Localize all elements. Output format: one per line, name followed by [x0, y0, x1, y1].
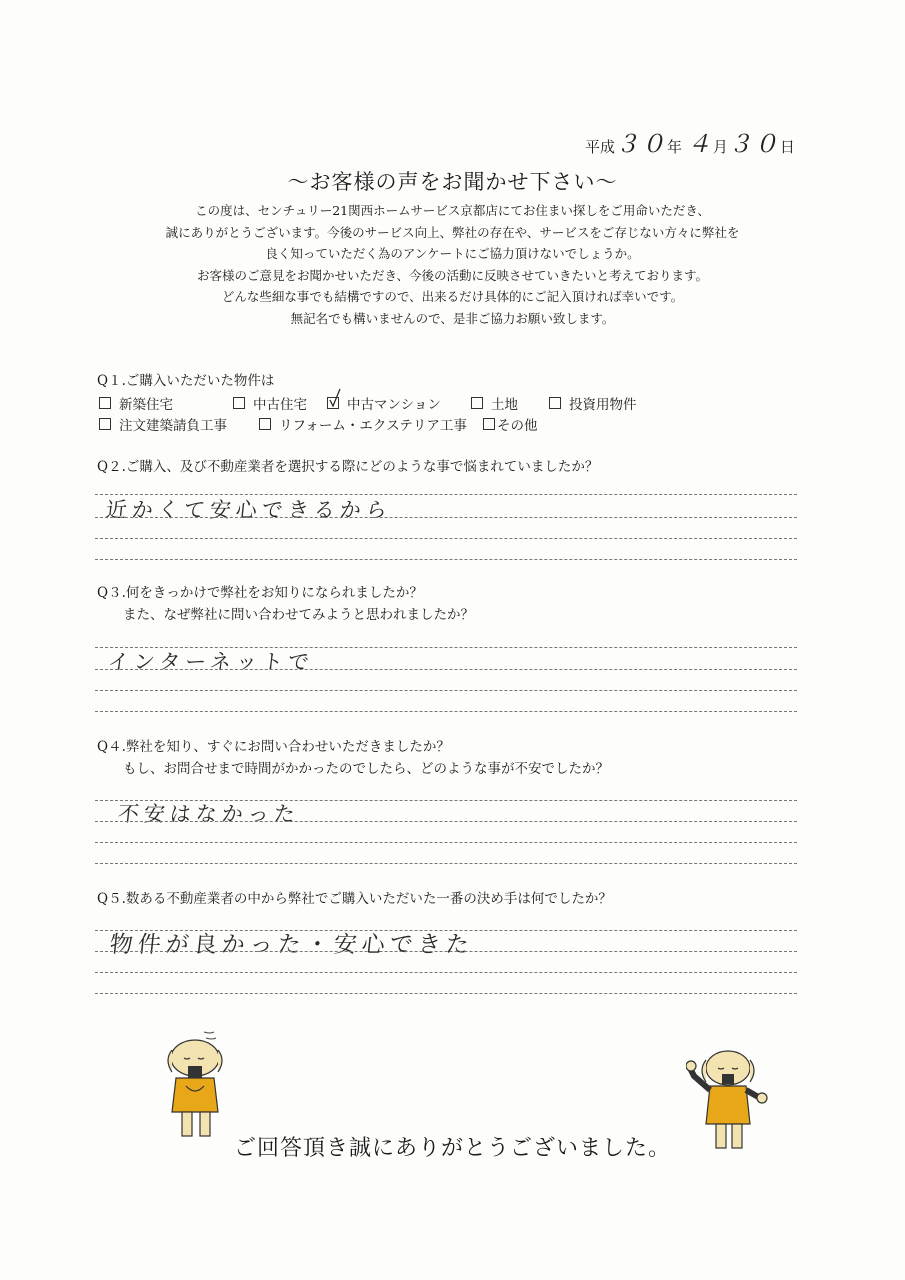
- q4-answer: 不安はなかった: [116, 802, 302, 826]
- intro-line: どんな些細な事でも結構ですので、出来るだけ具体的にご記入頂ければ幸いです。: [221, 289, 684, 304]
- q1-options: [97, 393, 797, 437]
- q4-question-line2: もし、お問合せまで時間がかかったのでしたら、どのような事が不安でしたか？: [123, 761, 609, 777]
- answer-line: [95, 517, 797, 518]
- q2-answer: 近かくて安心できるから: [104, 498, 394, 522]
- q3-question-line2: また、なぜ弊社に問い合わせてみようと思われましたか？: [123, 607, 474, 623]
- answer-line: [95, 538, 797, 539]
- checkbox[interactable]: [471, 397, 483, 409]
- page-title: ～お客様の声をお聞かせ下さい～: [287, 170, 618, 194]
- date-day-unit: 日: [779, 138, 795, 156]
- closing-message: ご回答頂き誠にありがとうございました。: [233, 1136, 671, 1161]
- option-used-house[interactable]: 中古住宅: [233, 393, 307, 413]
- date-month-unit: 月: [712, 138, 728, 156]
- checkbox[interactable]: [549, 397, 561, 409]
- intro-line: 良く知っていただく為のアンケートにご協力頂けないでしょうか。: [265, 246, 640, 261]
- date-month: ４: [686, 130, 713, 158]
- date-day: ３０: [727, 130, 780, 158]
- option-used-mansion[interactable]: 中古マンション: [327, 393, 441, 413]
- intro-line: この度は、センチュリー21関西ホームサービス京都店にてお住まい探しをご用命いただき、: [195, 203, 710, 218]
- answer-line: [95, 690, 797, 691]
- survey-date: [585, 124, 795, 159]
- answer-line: [95, 842, 797, 843]
- q1-question: Q１.ご購入いただいた物件は: [97, 373, 275, 389]
- checkbox[interactable]: [99, 397, 111, 409]
- q3-question-line1: Q３.何をきっかけで弊社をお知りになられましたか？: [97, 585, 423, 601]
- option-land[interactable]: 土地: [471, 393, 518, 413]
- checkbox[interactable]: [259, 418, 271, 430]
- option-other[interactable]: その他: [483, 414, 538, 434]
- intro-text: [0, 200, 905, 329]
- checkbox[interactable]: [483, 418, 495, 430]
- intro-line: 誠にありがとうございます。今後のサービス向上、弊社の存在や、サービスをご存じない方々に弊社を: [165, 224, 740, 240]
- answer-line: [95, 863, 797, 864]
- answer-line: [95, 972, 797, 973]
- answer-line: [95, 951, 797, 952]
- option-reform[interactable]: リフォーム・エクステリア工事: [259, 414, 467, 434]
- answer-line: [95, 993, 797, 994]
- q5-question: Q５.数ある不動産業者の中から弊社でご購入いただいた一番の決め手は何でしたか？: [97, 891, 612, 907]
- q3-answer: インターネットで: [106, 650, 316, 674]
- answer-line: [95, 669, 797, 670]
- option-custom-build[interactable]: 注文建築請負工事: [99, 414, 227, 434]
- option-investment[interactable]: 投資用物件: [549, 393, 637, 413]
- q3-question: [97, 582, 474, 626]
- answer-line: [95, 821, 797, 822]
- answer-line: [95, 711, 797, 712]
- mascot-bowing-icon: [160, 1030, 240, 1142]
- date-era: 平成: [585, 138, 616, 156]
- intro-line: お客様のご意見をお聞かせいただき、今後の活動に反映させていきたいと考えております。: [196, 267, 708, 283]
- date-year: ３０: [615, 130, 668, 158]
- answer-line: [95, 559, 797, 560]
- checkbox[interactable]: [233, 397, 245, 409]
- checkmark-icon: [328, 388, 342, 408]
- q5-answer: 物件が良かった・安心できた: [108, 932, 476, 958]
- checkbox[interactable]: [99, 418, 111, 430]
- q4-question: [97, 736, 609, 780]
- q2-question: Q２.ご購入、及び不動産業者を選択する際にどのような事で悩まれていましたか？: [97, 459, 599, 475]
- option-new-house[interactable]: 新築住宅: [99, 393, 173, 413]
- checkbox-checked[interactable]: [327, 397, 339, 409]
- intro-line: 無記名でも構いませんので、是非ご協力お願い致します。: [290, 310, 615, 326]
- q4-question-line1: Q４.弊社を知り、すぐにお問い合わせいただきましたか？: [97, 739, 450, 755]
- date-year-unit: 年: [667, 138, 683, 156]
